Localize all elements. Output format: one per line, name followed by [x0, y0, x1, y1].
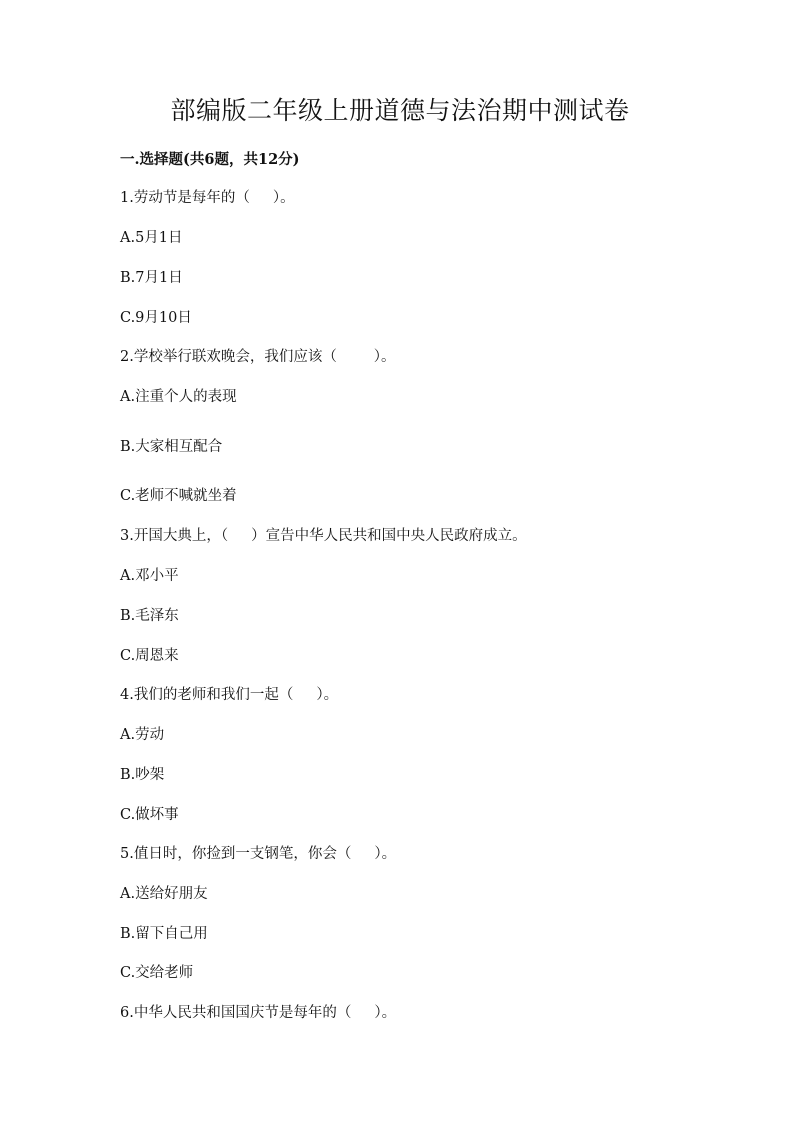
question-5-option-b: B.留下自己用: [120, 926, 208, 942]
question-6-stem: 6.中华人民共和国国庆节是每年的（ ）。: [120, 1005, 397, 1021]
question-4-option-c: C.做坏事: [120, 807, 179, 823]
question-4-option-b: B.吵架: [120, 767, 165, 783]
question-2-option-b: B.大家相互配合: [120, 439, 223, 455]
question-5-stem: 5.值日时，你捡到一支钢笔，你会（ ）。: [120, 846, 397, 862]
question-2-option-a: A.注重个人的表现: [120, 389, 237, 405]
section-heading: 一.选择题(共6题，共12分): [120, 151, 300, 168]
question-5-option-a: A.送给好朋友: [120, 886, 208, 902]
question-5-option-c: C.交给老师: [120, 965, 194, 981]
question-3-option-c: C.周恩来: [120, 648, 179, 664]
question-4-stem: 4.我们的老师和我们一起（ ）。: [120, 687, 339, 703]
question-1-stem: 1.劳动节是每年的（ ）。: [120, 190, 295, 206]
question-2-option-c: C.老师不喊就坐着: [120, 488, 237, 504]
question-1-option-a: A.5月1日: [120, 230, 183, 246]
page-title: 部编版二年级上册道德与法治期中测试卷: [170, 96, 630, 125]
question-3-option-b: B.毛泽东: [120, 608, 179, 624]
question-3-option-a: A.邓小平: [120, 568, 179, 584]
question-2-stem: 2.学校举行联欢晚会，我们应该（ ）。: [120, 349, 396, 365]
question-1-option-c: C.9月10日: [120, 310, 192, 326]
question-4-option-a: A.劳动: [120, 727, 165, 743]
question-1-option-b: B.7月1日: [120, 270, 183, 286]
question-3-stem: 3.开国大典上，（ ）宣告中华人民共和国中央人民政府成立。: [120, 528, 527, 544]
